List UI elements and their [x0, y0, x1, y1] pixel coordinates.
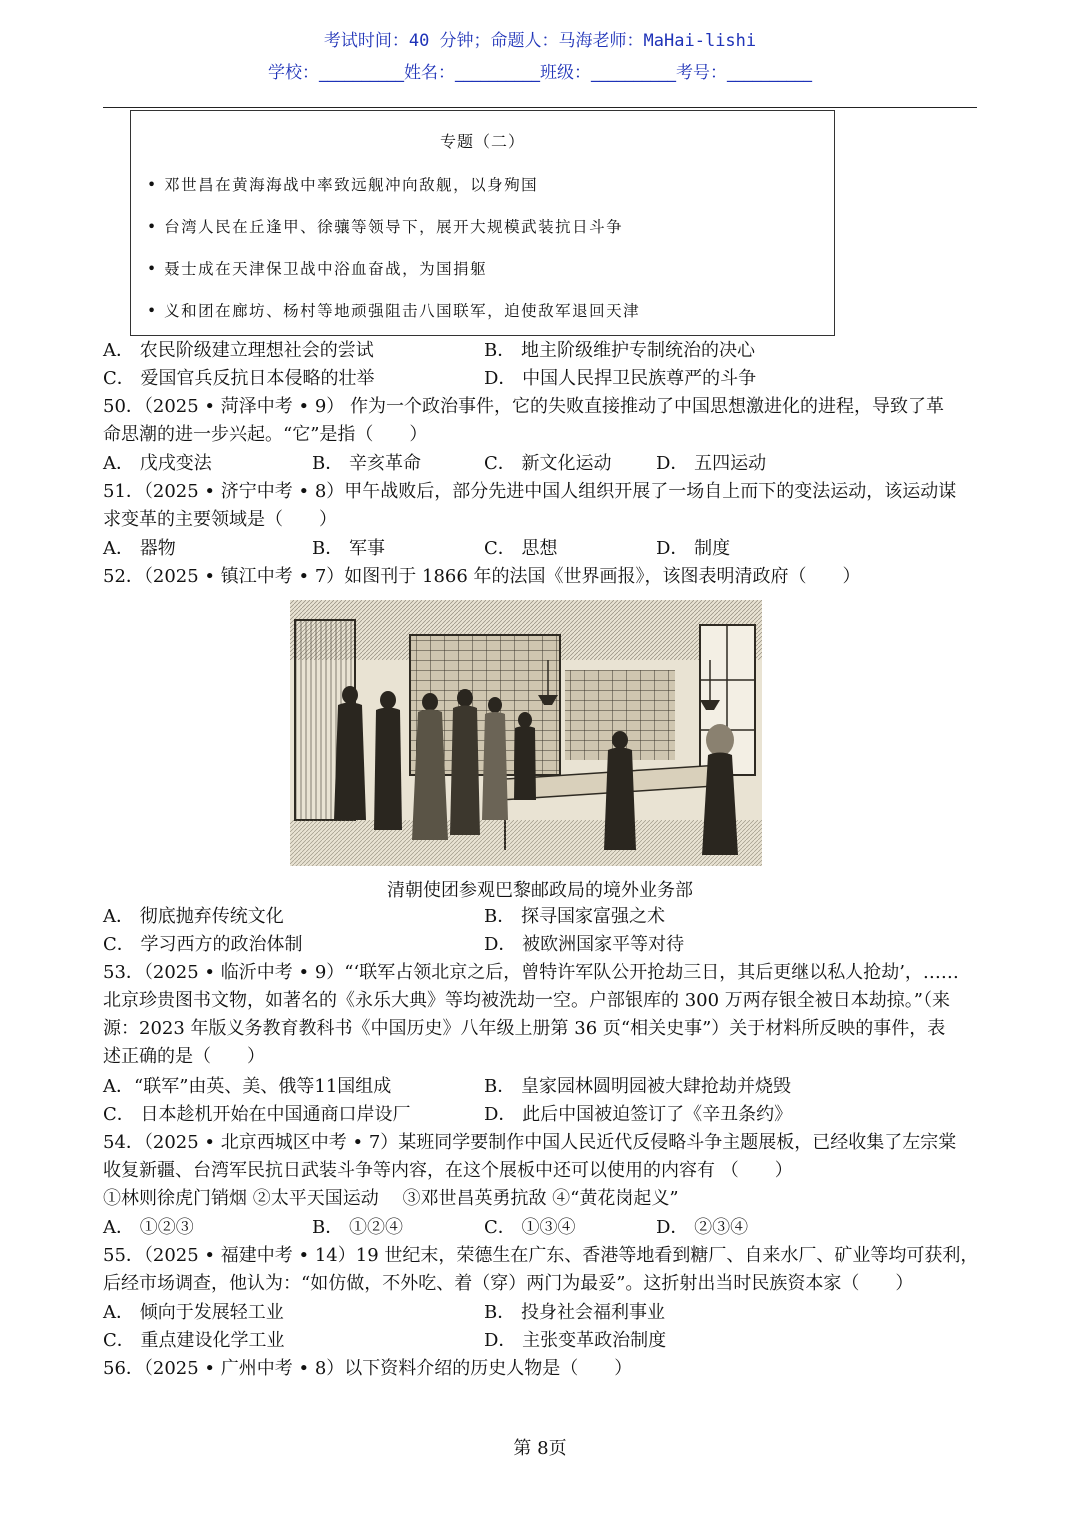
option-b: B． ①②④	[312, 1217, 403, 1238]
option-d: D． 被欧洲国家平等对待	[484, 934, 685, 955]
topic-item: • 台湾人民在丘逢甲、徐骧等领导下，展开大规模武装抗日斗争	[147, 218, 624, 236]
question-55-stem: 后经市场调查，他认为：“如仿做，不外吃、着（穿）两门为最妥”。这折射出当时民族资本家（ ）	[103, 1273, 914, 1294]
topic-box	[130, 110, 835, 336]
option-c: C． 日本趁机开始在中国通商口岸设厂	[103, 1104, 411, 1125]
topic-item: • 义和团在廊坊、杨村等地顽强阻击八国联军，迫使敌军退回天津	[147, 302, 641, 320]
question-53-stem: 53．（2025 • 临沂中考 • 9）“‘联军占领北京之后，曾特许军队公开抢劫三日，其后更继以私人抢劫’，……	[103, 962, 959, 983]
question-54-items: ①林则徐虎门销烟 ②太平天国运动 ③邓世昌英勇抗敌 ④“黄花岗起义”	[103, 1188, 679, 1209]
question-51-stem: 51．（2025 • 济宁中考 • 8）甲午战败后，部分先进中国人组织开展了一场自上而下的变法运动，该运动谋	[103, 481, 957, 502]
option-b: B． 皇家园林圆明园被大肆抢劫并烧毁	[484, 1076, 791, 1097]
option-a: A． ①②③	[103, 1217, 194, 1238]
question-53-stem: 述正确的是（ ）	[103, 1046, 265, 1067]
option-d: D． 主张变革政治制度	[484, 1330, 667, 1351]
option-a: A． 戊戌变法	[103, 453, 212, 474]
question-53-stem: 北京珍贵图书文物，如著名的《永乐大典》等均被洗劫一空。户部银库的 300 万两存银全被日本劫掠。”（来	[103, 990, 950, 1011]
option-a: A．“联军”由英、美、俄等11国组成	[103, 1076, 392, 1097]
option-d: D． 制度	[656, 538, 731, 559]
option-c: C． 爱国官兵反抗日本侵略的壮举	[103, 368, 375, 389]
topic-item: • 邓世昌在黄海海战中率致远舰冲向敌舰，以身殉国	[147, 176, 539, 194]
option-b: B． 军事	[312, 538, 385, 559]
figure-caption: 清朝使团参观巴黎邮政局的境外业务部	[387, 880, 693, 901]
topic-item: • 聂士成在天津保卫战中浴血奋战，为国捐躯	[147, 260, 488, 278]
option-a: A． 彻底抛弃传统文化	[103, 906, 284, 927]
option-d: D． 中国人民捍卫民族尊严的斗争	[484, 368, 757, 389]
option-a: A． 农民阶级建立理想社会的尝试	[103, 340, 374, 361]
option-d: D． 此后中国被迫签订了《辛丑条约》	[484, 1104, 793, 1125]
option-d: D． ②③④	[656, 1217, 749, 1238]
question-56-stem: 56．（2025 • 广州中考 • 8）以下资料介绍的历史人物是（ ）	[103, 1358, 633, 1379]
exam-info-line: 考试时间：40 分钟；命题人：马海老师：MaHai-lishi	[323, 31, 757, 51]
question-50-stem: 命思潮的进一步兴起。“它”是指（ ）	[103, 424, 428, 445]
question-51-stem: 求变革的主要领域是（ ）	[103, 509, 337, 530]
topic-title: 专题（二）	[439, 132, 525, 151]
option-c: C． 思想	[484, 538, 558, 559]
question-50-stem: 50．（2025 • 菏泽中考 • 9） 作为一个政治事件，它的失败直接推动了中国思想激进化的进程，导致了革	[103, 396, 945, 417]
student-info-line: 学校：__________姓名：__________班级：__________考号：__________	[268, 63, 812, 83]
header-divider	[103, 107, 977, 108]
question-54-stem: 54．（2025 • 北京西城区中考 • 7）某班同学要制作中国人民近代反侵略斗争主题展板，已经收集了左宗棠	[103, 1132, 957, 1153]
option-a: A． 倾向于发展轻工业	[103, 1302, 284, 1323]
question-55-stem: 55．（2025 • 福建中考 • 14）19 世纪末，荣德生在广东、香港等地看到糖厂、自来水厂、矿业等均可获利，	[103, 1245, 979, 1266]
option-b: B． 辛亥革命	[312, 453, 421, 474]
option-c: C． 重点建设化学工业	[103, 1330, 285, 1351]
question-53-stem: 源：2023 年版义务教育教科书《中国历史》八年级上册第 36 页“相关史事”）关于材料所反映的事件，表	[103, 1018, 946, 1039]
option-c: C． ①③④	[484, 1217, 576, 1238]
page-number: 第 8页	[513, 1438, 567, 1459]
option-b: B． 探寻国家富强之术	[484, 906, 665, 927]
option-b: B． 地主阶级维护专制统治的决心	[484, 340, 755, 361]
option-c: C． 新文化运动	[484, 453, 612, 474]
option-c: C． 学习西方的政治体制	[103, 934, 303, 955]
engraving-illustration	[290, 600, 762, 866]
option-d: D． 五四运动	[656, 453, 767, 474]
question-52-stem: 52．（2025 • 镇江中考 • 7）如图刊于 1866 年的法国《世界画报》，该图表明清政府（ ）	[103, 566, 861, 587]
option-a: A． 器物	[103, 538, 176, 559]
option-b: B． 投身社会福利事业	[484, 1302, 665, 1323]
question-54-stem: 收复新疆、台湾军民抗日武装斗争等内容，在这个展板中还可以使用的内容有 （ ）	[103, 1160, 793, 1181]
